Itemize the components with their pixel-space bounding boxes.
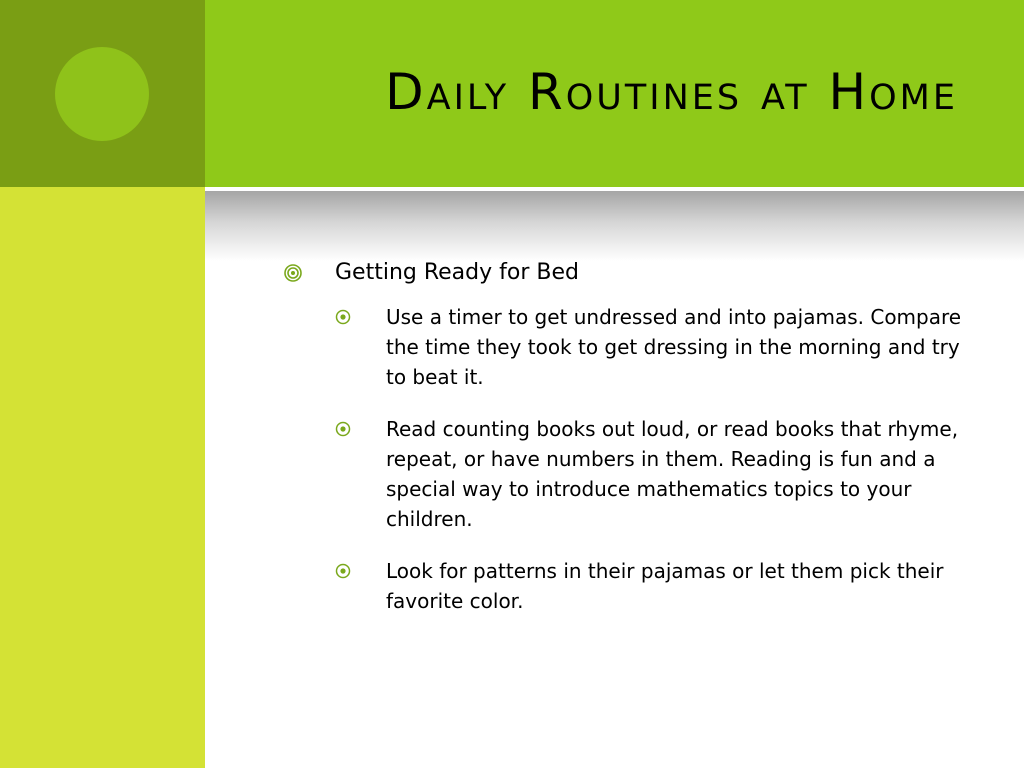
dot-circle-icon: [335, 302, 386, 332]
dot-circle-icon: [335, 556, 386, 586]
list-item: [335, 302, 983, 392]
list-item-text: Use a timer to get undressed and into pajamas. Compare the time they took to get dressing in the morning and try to beat it.: [386, 305, 962, 389]
gray-gradient-band: [205, 191, 1024, 261]
title-bar: [205, 0, 1024, 187]
heading-text: Getting Ready for Bed: [335, 260, 579, 285]
slide-content: [283, 258, 983, 638]
list-item: [335, 556, 983, 616]
dot-circle-icon: [335, 414, 386, 444]
left-lime-strip: [0, 187, 205, 768]
list-item: [335, 414, 983, 534]
slide-title: Daily Routines at Home: [385, 63, 958, 121]
target-circle-icon: [283, 258, 335, 288]
bullet-heading: [283, 258, 983, 288]
decorative-circle: [55, 47, 149, 141]
list-item-text: Read counting books out loud, or read books that rhyme, repeat, or have numbers in them. Reading is fun and a special way to introduce mathematics topics to your children.: [386, 417, 959, 531]
list-item-text: Look for patterns in their pajamas or let them pick their favorite color.: [386, 559, 944, 613]
